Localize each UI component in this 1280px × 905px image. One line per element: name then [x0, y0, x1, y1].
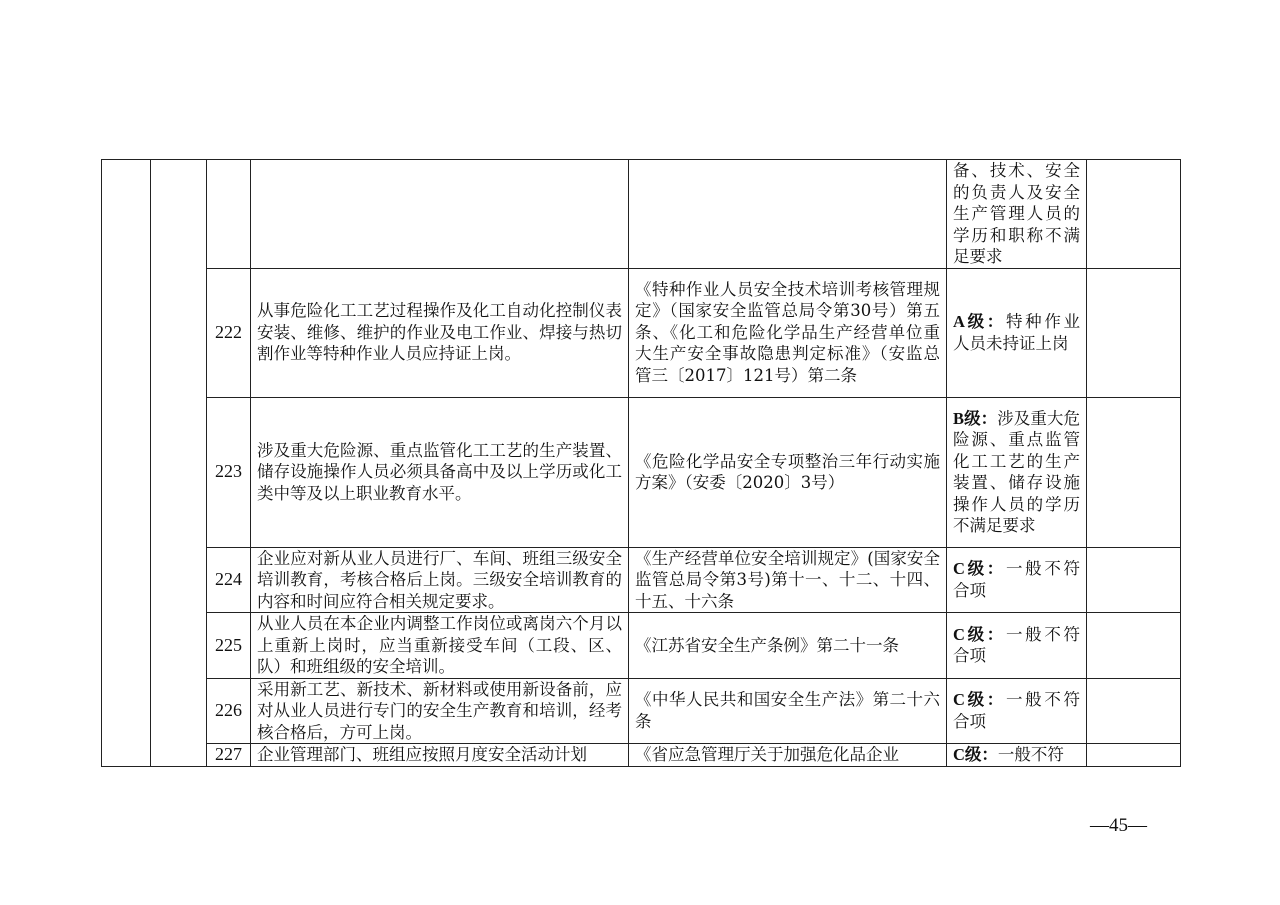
- level-label: C级：: [953, 745, 998, 764]
- level-label: B级：: [953, 408, 998, 428]
- inspection-table: [101, 159, 1181, 767]
- item-number: [207, 160, 251, 269]
- remark-cell: [1087, 397, 1181, 547]
- level-label: C级：: [953, 624, 1006, 644]
- basis-text: 《省应急管理厅关于加强危化品企业: [629, 744, 947, 767]
- basis-text: [629, 160, 947, 269]
- level-cell: [947, 268, 1087, 397]
- item-number: 225: [207, 613, 251, 679]
- category-cell: [102, 160, 151, 767]
- level-text: 特种作业人员未持证上岗: [953, 312, 1081, 353]
- requirement-text: [251, 160, 629, 269]
- level-cell: [947, 397, 1087, 547]
- item-number: 227: [207, 744, 251, 767]
- level-text: 备、技术、安全的负责人及安全生产管理人员的学历和职称不满足要求: [953, 161, 1080, 266]
- remark-cell: [1087, 613, 1181, 679]
- requirement-text: 企业管理部门、班组应按照月度安全活动计划: [251, 744, 629, 767]
- basis-text: 《江苏省安全生产条例》第二十一条: [629, 613, 947, 679]
- basis-text: 《中华人民共和国安全生产法》第二十六条: [629, 678, 947, 744]
- remark-cell: [1087, 744, 1181, 767]
- requirement-text: 企业应对新从业人员进行厂、车间、班组三级安全培训教育，考核合格后上岗。三级安全培训教育的内容和时间应符合相关规定要求。: [251, 547, 629, 613]
- level-cell: [947, 744, 1087, 767]
- item-number: 226: [207, 678, 251, 744]
- page-number: —45—: [1090, 815, 1147, 836]
- level-cell: [947, 613, 1087, 679]
- table-row: [102, 678, 1181, 744]
- table-row: [102, 160, 1181, 269]
- level-text: 一般不符合项: [953, 690, 1081, 731]
- item-number: 224: [207, 547, 251, 613]
- level-label: C级：: [953, 690, 1006, 710]
- level-label: C级：: [953, 559, 1006, 579]
- remark-cell: [1087, 678, 1181, 744]
- table-row: [102, 547, 1181, 613]
- remark-cell: [1087, 160, 1181, 269]
- level-cell: [947, 678, 1087, 744]
- basis-text: 《危险化学品安全专项整治三年行动实施方案》（安委〔2020〕3号）: [629, 397, 947, 547]
- subcategory-cell: [151, 160, 207, 767]
- basis-text: 《特种作业人员安全技术培训考核管理规定》（国家安全监管总局令第30号）第五条、《化工和危险化学品生产经营单位重大生产安全事故隐患判定标准》（安监总管三〔2017〕121号）第二条: [629, 268, 947, 397]
- table-row: [102, 397, 1181, 547]
- requirement-text: 涉及重大危险源、重点监管化工工艺的生产装置、储存设施操作人员必须具备高中及以上学历或化工类中等及以上职业教育水平。: [251, 397, 629, 547]
- remark-cell: [1087, 547, 1181, 613]
- requirement-text: 从业人员在本企业内调整工作岗位或离岗六个月以上重新上岗时，应当重新接受车间（工段、区、队）和班组级的安全培训。: [251, 613, 629, 679]
- basis-text: 《生产经营单位安全培训规定》(国家安全监管总局令第3号)第十一、十二、十四、十五、十六条: [629, 547, 947, 613]
- level-cell: [947, 547, 1087, 613]
- level-label: A级：: [953, 312, 1006, 331]
- requirement-text: 从事危险化工工艺过程操作及化工自动化控制仪表安装、维修、维护的作业及电工作业、焊接与热切割作业等特种作业人员应持证上岗。: [251, 268, 629, 397]
- remark-cell: [1087, 268, 1181, 397]
- requirement-text: 采用新工艺、新技术、新材料或使用新设备前，应对从业人员进行专门的安全生产教育和培训，经考核合格后，方可上岗。: [251, 678, 629, 744]
- level-text: 一般不符合项: [953, 624, 1081, 666]
- level-text: 一般不符合项: [953, 559, 1081, 600]
- item-number: 223: [207, 397, 251, 547]
- level-text: 涉及重大危险源、重点监管化工工艺的生产装置、储存设施操作人员的学历不满足要求: [953, 408, 1080, 535]
- level-text: 一般不符: [997, 745, 1064, 764]
- table-row: [102, 613, 1181, 679]
- table-row: [102, 744, 1181, 767]
- level-cell: [947, 160, 1087, 269]
- table-row: [102, 268, 1181, 397]
- item-number: 222: [207, 268, 251, 397]
